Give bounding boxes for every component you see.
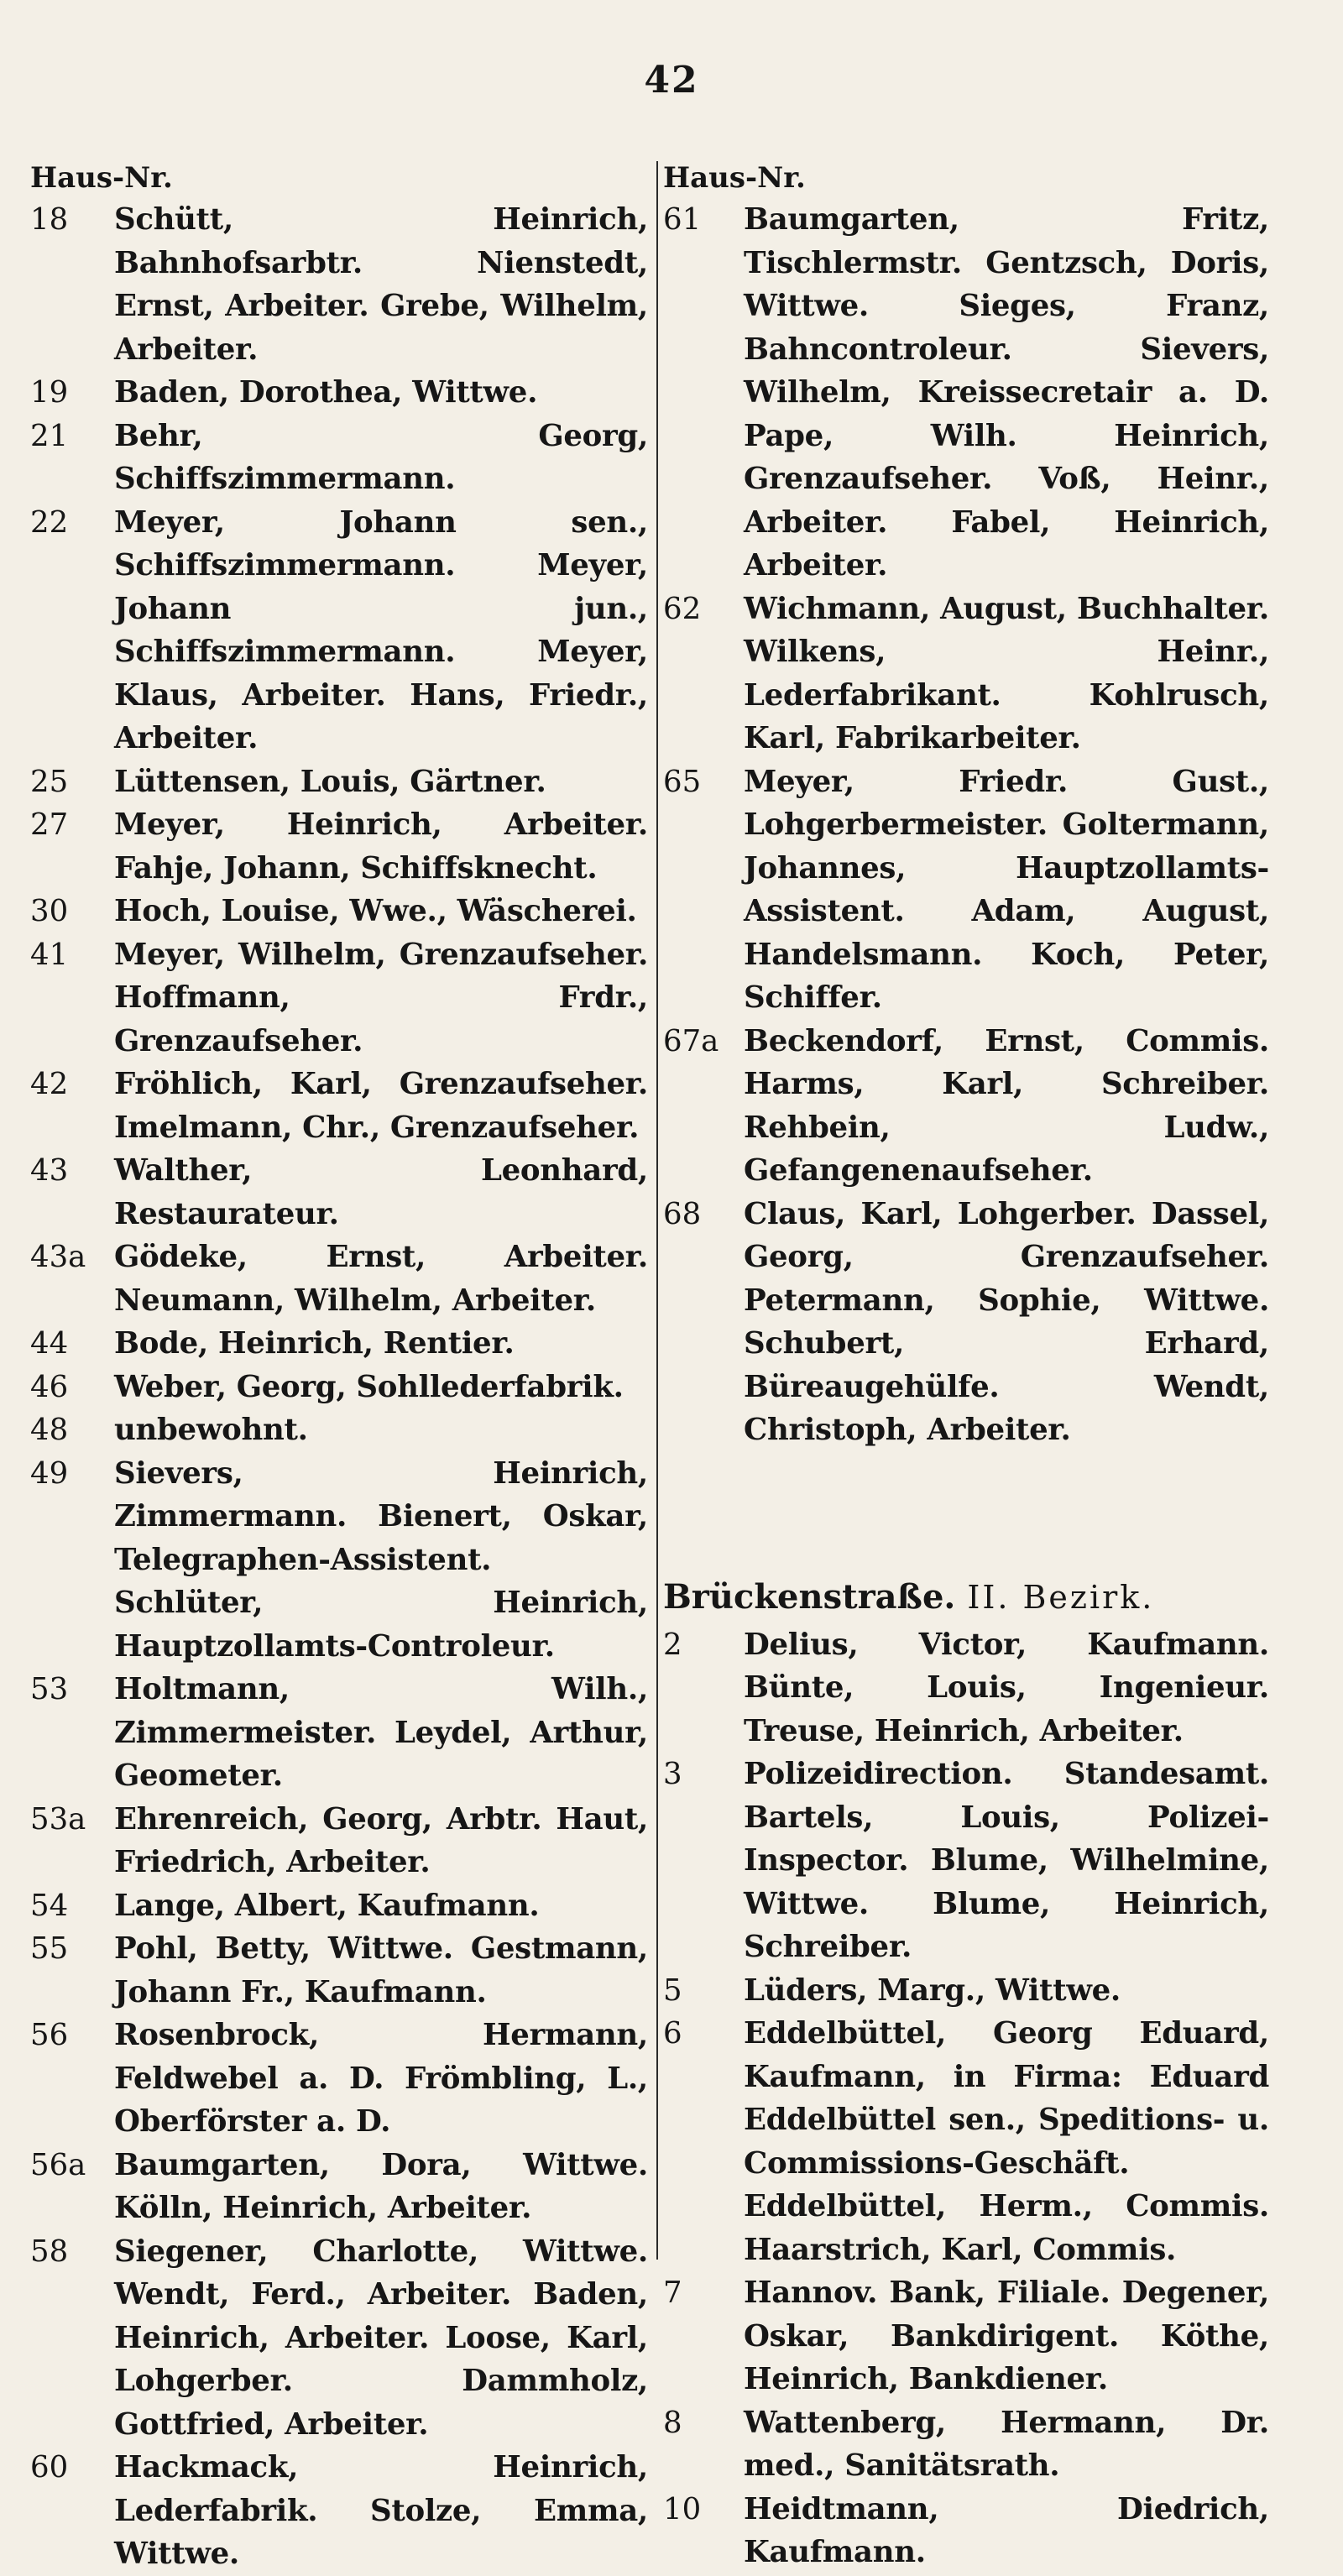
resident-text: Hackmack, Heinrich, Lederfabrik. Stolze, Emma, Wittwe. <box>114 2450 648 2571</box>
house-number: 25 <box>30 764 69 799</box>
left-column-header: Haus-Nr. <box>30 161 173 195</box>
directory-entry <box>663 760 1269 1020</box>
page-number: 42 <box>644 59 699 102</box>
house-number: 30 <box>30 894 69 928</box>
house-number: 21 <box>30 418 69 453</box>
directory-entry <box>30 1366 648 1409</box>
directory-entry <box>663 2012 1269 2271</box>
resident-text: Rosenbrock, Hermann, Feldwebel a. D. Frömbling, L., Oberförster a. D. <box>114 2018 648 2139</box>
house-number: 3 <box>663 1757 682 1791</box>
resident-text: Holtmann, Wilh., Zimmermeister. Leydel, Arthur, Geometer. <box>114 1672 648 1793</box>
house-number: 6 <box>663 2016 682 2051</box>
directory-entry <box>30 2144 648 2230</box>
directory-entry <box>30 2446 648 2576</box>
resident-text: Behr, Georg, Schiffszimmermann. <box>114 418 648 496</box>
directory-entry <box>663 198 1269 588</box>
house-number: 18 <box>30 202 69 237</box>
directory-entry <box>663 2401 1269 2488</box>
house-number: 55 <box>30 1931 69 1966</box>
directory-entry <box>30 1668 648 1798</box>
directory-entry <box>30 198 648 371</box>
resident-text: Hoch, Louise, Wwe., Wäscherei. <box>114 894 637 928</box>
directory-entry <box>663 1623 1269 1753</box>
resident-text: Polizeidirection. Standesamt. Bartels, Louis, Polizei-Inspector. Blume, Wilhelmine, Wittwe. Blume, Heinrich, Schreiber. <box>744 1757 1269 1964</box>
directory-entry <box>30 371 648 415</box>
house-number: 8 <box>663 2405 682 2440</box>
house-number: 68 <box>663 1196 702 1231</box>
right-column-header: Haus-Nr. <box>663 161 806 195</box>
district-label: II. Bezirk. <box>967 1578 1155 1616</box>
left-entries <box>30 198 648 2576</box>
right-entries <box>663 198 1269 1452</box>
resident-text: Siegener, Charlotte, Wittwe. Wendt, Ferd., Arbeiter. Baden, Heinrich, Arbeiter. Loose, Karl, Lohgerber. Dammholz, Gottfried, Arbeiter. <box>114 2234 648 2442</box>
resident-text: Wichmann, August, Buchhalter. Wilkens, Heinr., Lederfabrikant. Kohlrusch, Karl, Fabrikarbeiter. <box>744 591 1269 755</box>
resident-text: Bode, Heinrich, Rentier. <box>114 1326 515 1361</box>
directory-entry <box>30 415 648 501</box>
section-entries <box>663 1623 1269 2574</box>
directory-entry <box>30 2014 648 2144</box>
directory-entry <box>663 1753 1269 1969</box>
directory-entry <box>30 1063 648 1149</box>
resident-text: Hannov. Bank, Filiale. Degener, Oskar, Bankdirigent. Köthe, Heinrich, Bankdiener. <box>744 2276 1269 2396</box>
directory-entry <box>30 933 648 1063</box>
resident-text: Meyer, Wilhelm, Grenzaufseher. Hoffmann, Frdr., Grenzaufseher. <box>114 937 648 1058</box>
resident-text: Weber, Georg, Sohllederfabrik. <box>114 1369 624 1404</box>
directory-entry <box>663 2271 1269 2401</box>
house-number: 22 <box>30 504 69 540</box>
house-number: 53 <box>30 1672 69 1706</box>
section-heading <box>663 1571 1269 1623</box>
directory-entry <box>663 588 1269 760</box>
resident-text: Sievers, Heinrich, Zimmermann. Bienert, Oskar, Telegraphen-Assistent. Schlüter, Heinrich, Hauptzollamts-Controleur. <box>114 1455 648 1664</box>
resident-text: Meyer, Friedr. Gust., Lohgerbermeister. Goltermann, Johannes, Hauptzollamts-Assistent. Adam, August, Handelsmann. Koch, Peter, Schiffer. <box>744 764 1269 1015</box>
directory-entry <box>30 1236 648 1322</box>
resident-text: Fröhlich, Karl, Grenzaufseher. Imelmann, Chr., Grenzaufseher. <box>114 1067 648 1145</box>
left-column <box>30 158 648 2576</box>
directory-entry <box>30 1408 648 1452</box>
house-number: 10 <box>663 2491 702 2526</box>
directory-entry <box>663 1020 1269 1193</box>
resident-text: Meyer, Johann sen., Schiffszimmermann. Meyer, Johann jun., Schiffszimmermann. Meyer, Klaus, Arbeiter. Hans, Friedr., Arbeiter. <box>114 504 648 755</box>
house-number: 58 <box>30 2234 69 2269</box>
house-number: 27 <box>30 807 69 842</box>
house-number: 67a <box>663 1023 719 1058</box>
directory-entry <box>30 760 648 804</box>
house-number: 53a <box>30 1801 86 1837</box>
house-number: 56 <box>30 2018 69 2052</box>
resident-text: Walther, Leonhard, Restaurateur. <box>114 1153 648 1231</box>
resident-text: Claus, Karl, Lohgerber. Dassel, Georg, Grenzaufseher. Petermann, Sophie, Wittwe. Schubert, Erhard, Büreaugehülfe. Wendt, Christoph, Arbeiter. <box>744 1196 1269 1447</box>
house-number: 49 <box>30 1455 69 1491</box>
directory-entry <box>30 1149 648 1236</box>
directory-entry <box>663 1193 1269 1452</box>
directory-entry <box>663 2488 1269 2574</box>
house-number: 7 <box>663 2276 682 2310</box>
directory-entry <box>30 1322 648 1366</box>
house-number: 54 <box>30 1888 69 1923</box>
resident-text: Heidtmann, Diedrich, Kaufmann. <box>744 2491 1269 2569</box>
house-number: 42 <box>30 1067 69 1101</box>
resident-text: Eddelbüttel, Georg Eduard, Kaufmann, in Firma: Eduard Eddelbüttel sen., Speditions- u. Commissions-Geschäft. Eddelbüttel, Herm., Commis. Haarstrich, Karl, Commis. <box>744 2016 1269 2267</box>
right-column <box>663 158 1269 2574</box>
directory-entry <box>30 1798 648 1884</box>
resident-text: Meyer, Heinrich, Arbeiter. Fahje, Johann, Schiffsknecht. <box>114 807 648 886</box>
house-number: 62 <box>663 591 702 626</box>
directory-entry <box>30 890 648 933</box>
directory-entry <box>30 1884 648 1928</box>
resident-text: unbewohnt. <box>114 1413 308 1447</box>
resident-text: Baden, Dorothea, Wittwe. <box>114 375 538 410</box>
house-number: 19 <box>30 375 69 410</box>
house-number: 41 <box>30 937 69 972</box>
house-number: 46 <box>30 1369 69 1404</box>
resident-text: Pohl, Betty, Wittwe. Gestmann, Johann Fr., Kaufmann. <box>114 1931 648 2009</box>
house-number: 43 <box>30 1153 69 1188</box>
column-divider <box>656 161 658 2260</box>
house-number: 2 <box>663 1627 682 1662</box>
directory-entry <box>30 1452 648 1669</box>
house-number: 5 <box>663 1972 682 2008</box>
resident-text: Ehrenreich, Georg, Arbtr. Haut, Friedrich, Arbeiter. <box>114 1801 648 1879</box>
resident-text: Wattenberg, Hermann, Dr. med., Sanitätsrath. <box>744 2405 1269 2483</box>
house-number: 61 <box>663 202 702 237</box>
directory-entry <box>30 2230 648 2447</box>
resident-text: Schütt, Heinrich, Bahnhofsarbtr. Nienstedt, Ernst, Arbeiter. Grebe, Wilhelm, Arbeiter. <box>114 202 648 367</box>
street-name: Brückenstraße. <box>663 1576 956 1617</box>
resident-text: Baumgarten, Fritz, Tischlermstr. Gentzsch, Doris, Wittwe. Sieges, Franz, Bahncontroleur. Sievers, Wilhelm, Kreissecretair a. D. Pape, Wilh. Heinrich, Grenzaufseher. Voß, Heinr., Arbeiter. Fabel, Heinrich, Arbeiter. <box>744 202 1269 583</box>
directory-entry <box>663 1969 1269 2013</box>
resident-text: Lange, Albert, Kaufmann. <box>114 1888 540 1923</box>
resident-text: Delius, Victor, Kaufmann. Bünte, Louis, Ingenieur. Treuse, Heinrich, Arbeiter. <box>744 1627 1269 1748</box>
resident-text: Lüttensen, Louis, Gärtner. <box>114 764 546 799</box>
house-number: 65 <box>663 764 702 799</box>
house-number: 60 <box>30 2450 69 2485</box>
house-number: 44 <box>30 1326 69 1361</box>
house-number: 48 <box>30 1413 69 1447</box>
house-number: 43a <box>30 1240 86 1274</box>
resident-text: Beckendorf, Ernst, Commis. Harms, Karl, Schreiber. Rehbein, Ludw., Gefangenenaufseher. <box>744 1023 1269 1188</box>
resident-text: Lüders, Marg., Wittwe. <box>744 1972 1121 2008</box>
house-number: 56a <box>30 2147 86 2182</box>
directory-entry <box>30 1927 648 2014</box>
directory-entry <box>30 501 648 760</box>
directory-entry <box>30 803 648 890</box>
resident-text: Gödeke, Ernst, Arbeiter. Neumann, Wilhelm, Arbeiter. <box>114 1240 648 1318</box>
resident-text: Baumgarten, Dora, Wittwe. Kölln, Heinrich, Arbeiter. <box>114 2147 648 2225</box>
